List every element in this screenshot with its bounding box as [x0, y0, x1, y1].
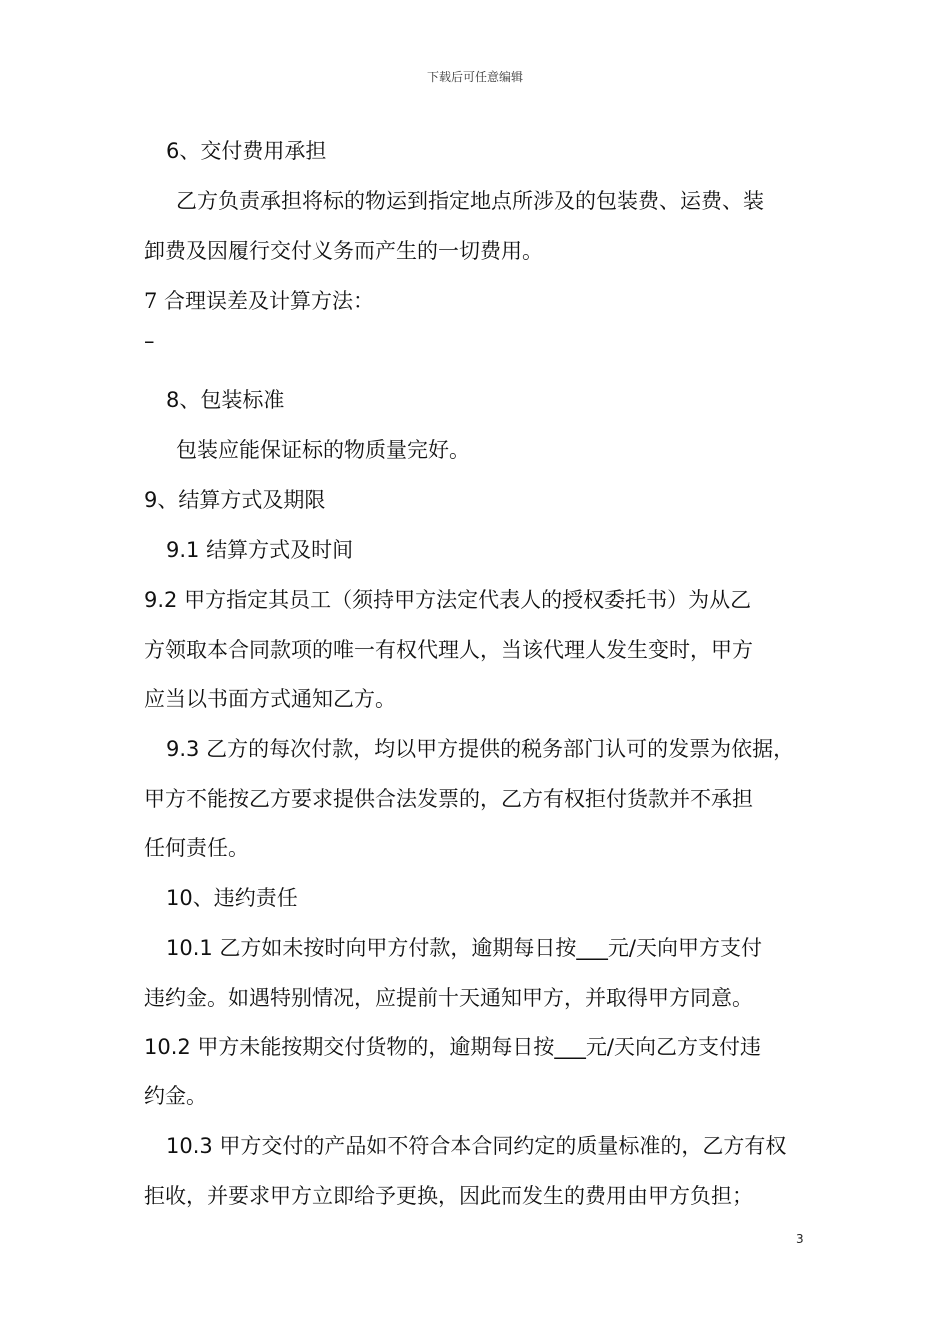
- section-heading-settlement: 9、结算方式及期限: [144, 488, 326, 512]
- paragraph-line: 乙方负责承担将标的物运到指定地点所涉及的包装费、运费、装: [176, 189, 764, 213]
- paragraph-line: 9.3 乙方的每次付款，均以甲方提供的税务部门认可的发票为依据，: [166, 737, 795, 761]
- blank-dash: –: [144, 329, 155, 353]
- page-header: 下载后可任意编辑: [426, 70, 523, 84]
- paragraph-line: 卸费及因履行交付义务而产生的一切费用。: [144, 239, 543, 263]
- paragraph-line: 拒收，并要求甲方立即给予更换，因此而发生的费用由甲方负担；: [144, 1184, 753, 1208]
- section-heading-packaging: 8、包装标准: [166, 388, 285, 412]
- paragraph-line: 10.2 甲方未能按期交付货物的，逾期每日按___元/天向乙方支付违: [144, 1035, 762, 1059]
- paragraph-line: 甲方不能按乙方要求提供合法发票的，乙方有权拒付货款并不承担: [144, 787, 753, 811]
- paragraph-line: 包装应能保证标的物质量完好。: [176, 438, 470, 462]
- paragraph-line: 违约金。如遇特别情况，应提前十天通知甲方，并取得甲方同意。: [144, 986, 753, 1010]
- paragraph-line: 应当以书面方式通知乙方。: [144, 687, 396, 711]
- paragraph-line: 方领取本合同款项的唯一有权代理人，当该代理人发生变时，甲方: [144, 638, 753, 662]
- section-heading-tolerance: 7 合理误差及计算方法：: [144, 289, 375, 313]
- paragraph-line: 10.3 甲方交付的产品如不符合本合同约定的质量标准的，乙方有权: [166, 1134, 787, 1158]
- paragraph-line: 任何责任。: [144, 836, 249, 860]
- section-heading-delivery-cost: 6、交付费用承担: [166, 139, 327, 163]
- section-heading-breach: 10、违约责任: [166, 886, 298, 910]
- subsection-heading: 9.1 结算方式及时间: [166, 538, 354, 562]
- paragraph-line: 10.1 乙方如未按时向甲方付款，逾期每日按___元/天向甲方支付: [166, 936, 763, 960]
- page-number: 3: [796, 1232, 804, 1246]
- paragraph-line: 约金。: [144, 1084, 207, 1108]
- paragraph-line: 9.2 甲方指定其员工（须持甲方法定代表人的授权委托书）为从乙: [144, 588, 752, 612]
